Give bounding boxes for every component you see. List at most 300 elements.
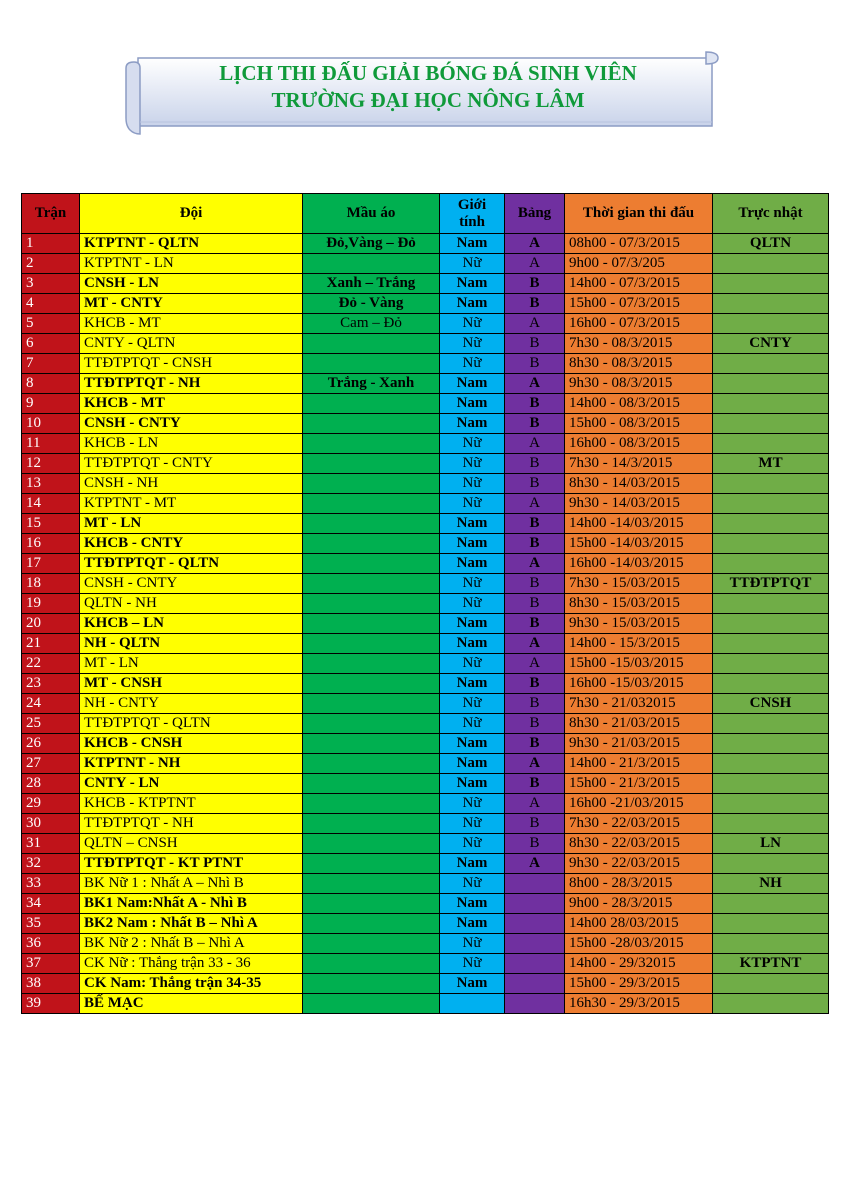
teams-cell: TTĐTPTQT - CNTY (80, 454, 303, 474)
match-time-cell: 9h30 - 15/03/2015 (565, 614, 713, 634)
group-cell: B (505, 694, 565, 714)
match-time-cell: 7h30 - 08/3/2015 (565, 334, 713, 354)
group-cell: B (505, 534, 565, 554)
match-time-cell: 7h30 - 14/3/2015 (565, 454, 713, 474)
match-time-cell: 14h00 28/03/2015 (565, 914, 713, 934)
teams-cell: KTPTNT - MT (80, 494, 303, 514)
shirt-color-cell (303, 514, 440, 534)
duty-team-cell: CNTY (713, 334, 829, 354)
shirt-color-cell (303, 654, 440, 674)
match-time-cell: 16h00 -14/03/2015 (565, 554, 713, 574)
gender-cell: Nữ (440, 494, 505, 514)
table-row (22, 994, 829, 1014)
group-cell: B (505, 394, 565, 414)
teams-cell: KHCB - LN (80, 434, 303, 454)
gender-cell: Nữ (440, 934, 505, 954)
gender-cell: Nam (440, 754, 505, 774)
shirt-color-cell (303, 934, 440, 954)
table-row (22, 454, 829, 474)
match-number-cell: 14 (22, 494, 80, 514)
table-row (22, 354, 829, 374)
match-number-cell: 30 (22, 814, 80, 834)
duty-team-cell (713, 654, 829, 674)
match-number-cell: 27 (22, 754, 80, 774)
table-row (22, 754, 829, 774)
group-cell: B (505, 454, 565, 474)
gender-cell: Nữ (440, 434, 505, 454)
shirt-color-cell (303, 854, 440, 874)
duty-team-cell: NH (713, 874, 829, 894)
match-number-cell: 26 (22, 734, 80, 754)
table-row (22, 254, 829, 274)
teams-cell: CNSH - CNTY (80, 574, 303, 594)
match-number-cell: 18 (22, 574, 80, 594)
teams-cell: TTĐTPTQT - QLTN (80, 714, 303, 734)
group-cell: B (505, 834, 565, 854)
match-time-cell: 14h00 -14/03/2015 (565, 514, 713, 534)
teams-cell: MT - LN (80, 654, 303, 674)
group-cell: A (505, 654, 565, 674)
gender-cell: Nữ (440, 254, 505, 274)
match-number-cell: 5 (22, 314, 80, 334)
gender-cell: Nữ (440, 314, 505, 334)
match-number-cell: 1 (22, 234, 80, 254)
teams-cell: KTPTNT - LN (80, 254, 303, 274)
gender-cell: Nữ (440, 354, 505, 374)
gender-cell: Nam (440, 234, 505, 254)
duty-team-cell: LN (713, 834, 829, 854)
match-time-cell: 9h00 - 28/3/2015 (565, 894, 713, 914)
match-number-cell: 37 (22, 954, 80, 974)
title-line-2: TRƯỜNG ĐẠI HỌC NÔNG LÂM (271, 88, 585, 112)
table-row (22, 954, 829, 974)
table-row (22, 774, 829, 794)
table-row (22, 334, 829, 354)
match-number-cell: 20 (22, 614, 80, 634)
teams-cell: CNSH - LN (80, 274, 303, 294)
table-row (22, 534, 829, 554)
gender-cell: Nam (440, 394, 505, 414)
gender-cell: Nữ (440, 794, 505, 814)
table-row (22, 414, 829, 434)
teams-cell: BK Nữ 1 : Nhất A – Nhì B (80, 874, 303, 894)
match-number-cell: 3 (22, 274, 80, 294)
gender-cell (440, 994, 505, 1014)
duty-team-cell (713, 534, 829, 554)
match-number-cell: 9 (22, 394, 80, 414)
gender-cell: Nữ (440, 954, 505, 974)
gender-cell: Nam (440, 854, 505, 874)
gender-cell: Nam (440, 674, 505, 694)
header-doi: Đội (80, 194, 303, 234)
group-cell: A (505, 554, 565, 574)
duty-team-cell (713, 634, 829, 654)
match-number-cell: 21 (22, 634, 80, 654)
shirt-color-cell (303, 814, 440, 834)
title-banner (124, 48, 722, 138)
gender-cell: Nữ (440, 874, 505, 894)
duty-team-cell: CNSH (713, 694, 829, 714)
gender-cell: Nam (440, 914, 505, 934)
duty-team-cell (713, 514, 829, 534)
group-cell: B (505, 274, 565, 294)
teams-cell: MT - CNTY (80, 294, 303, 314)
match-number-cell: 8 (22, 374, 80, 394)
header-gioi-tinh: Giới tính (440, 194, 505, 234)
gender-cell: Nữ (440, 594, 505, 614)
table-row (22, 274, 829, 294)
gender-cell: Nữ (440, 814, 505, 834)
shirt-color-cell (303, 694, 440, 714)
match-number-cell: 19 (22, 594, 80, 614)
duty-team-cell (713, 674, 829, 694)
gender-cell: Nữ (440, 454, 505, 474)
gender-cell: Nam (440, 554, 505, 574)
duty-team-cell (713, 374, 829, 394)
table-row (22, 374, 829, 394)
teams-cell: BK2 Nam : Nhất B – Nhì A (80, 914, 303, 934)
teams-cell: CK Nữ : Thắng trận 33 - 36 (80, 954, 303, 974)
gender-cell: Nam (440, 974, 505, 994)
group-cell (505, 914, 565, 934)
match-time-cell: 8h30 - 22/03/2015 (565, 834, 713, 854)
duty-team-cell: QLTN (713, 234, 829, 254)
table-row (22, 794, 829, 814)
teams-cell: KHCB - KTPTNT (80, 794, 303, 814)
duty-team-cell (713, 994, 829, 1014)
title-line-1: LỊCH THI ĐẤU GIẢI BÓNG ĐÁ SINH VIÊN (219, 61, 637, 85)
table-row (22, 694, 829, 714)
gender-cell: Nam (440, 514, 505, 534)
gender-cell: Nam (440, 274, 505, 294)
teams-cell: TTĐTPTQT - CNSH (80, 354, 303, 374)
shirt-color-cell (303, 714, 440, 734)
table-row (22, 494, 829, 514)
shirt-color-cell (303, 414, 440, 434)
group-cell: B (505, 774, 565, 794)
gender-cell: Nữ (440, 834, 505, 854)
duty-team-cell (713, 974, 829, 994)
teams-cell: KHCB - MT (80, 394, 303, 414)
table-row (22, 474, 829, 494)
table-row (22, 394, 829, 414)
table-row (22, 854, 829, 874)
match-number-cell: 38 (22, 974, 80, 994)
match-time-cell: 14h00 - 15/3/2015 (565, 634, 713, 654)
duty-team-cell (713, 754, 829, 774)
match-number-cell: 15 (22, 514, 80, 534)
gender-cell: Nữ (440, 574, 505, 594)
duty-team-cell (713, 854, 829, 874)
shirt-color-cell (303, 254, 440, 274)
duty-team-cell (713, 594, 829, 614)
match-number-cell: 36 (22, 934, 80, 954)
table-row (22, 234, 829, 254)
table-row (22, 514, 829, 534)
shirt-color-cell (303, 594, 440, 614)
duty-team-cell (713, 914, 829, 934)
match-time-cell: 7h30 - 15/03/2015 (565, 574, 713, 594)
group-cell: A (505, 234, 565, 254)
shirt-color-cell (303, 574, 440, 594)
duty-team-cell: TTĐTPTQT (713, 574, 829, 594)
gender-cell: Nam (440, 414, 505, 434)
group-cell: A (505, 254, 565, 274)
match-number-cell: 33 (22, 874, 80, 894)
match-number-cell: 31 (22, 834, 80, 854)
duty-team-cell (713, 254, 829, 274)
match-number-cell: 6 (22, 334, 80, 354)
shirt-color-cell (303, 334, 440, 354)
group-cell: A (505, 634, 565, 654)
shirt-color-cell (303, 954, 440, 974)
group-cell: B (505, 714, 565, 734)
match-number-cell: 7 (22, 354, 80, 374)
match-number-cell: 12 (22, 454, 80, 474)
table-row (22, 734, 829, 754)
gender-cell: Nữ (440, 334, 505, 354)
teams-cell: TTĐTPTQT - KT PTNT (80, 854, 303, 874)
teams-cell: KHCB - MT (80, 314, 303, 334)
match-time-cell: 9h30 - 22/03/2015 (565, 854, 713, 874)
duty-team-cell (713, 814, 829, 834)
table-row (22, 674, 829, 694)
duty-team-cell (713, 554, 829, 574)
teams-cell: NH - QLTN (80, 634, 303, 654)
match-number-cell: 39 (22, 994, 80, 1014)
group-cell: A (505, 314, 565, 334)
shirt-color-cell (303, 354, 440, 374)
duty-team-cell (713, 354, 829, 374)
teams-cell: BK1 Nam:Nhất A - Nhì B (80, 894, 303, 914)
duty-team-cell (713, 294, 829, 314)
duty-team-cell (713, 894, 829, 914)
shirt-color-cell: Đỏ,Vàng – Đỏ (303, 234, 440, 254)
shirt-color-cell (303, 914, 440, 934)
gender-cell: Nam (440, 374, 505, 394)
duty-team-cell (713, 414, 829, 434)
group-cell: B (505, 594, 565, 614)
table-row (22, 294, 829, 314)
shirt-color-cell: Trắng - Xanh (303, 374, 440, 394)
duty-team-cell (713, 934, 829, 954)
teams-cell: QLTN - NH (80, 594, 303, 614)
shirt-color-cell (303, 774, 440, 794)
group-cell: B (505, 574, 565, 594)
table-row (22, 714, 829, 734)
teams-cell: KTPTNT - NH (80, 754, 303, 774)
shirt-color-cell (303, 974, 440, 994)
teams-cell: MT - CNSH (80, 674, 303, 694)
gender-cell: Nữ (440, 474, 505, 494)
gender-cell: Nữ (440, 714, 505, 734)
match-time-cell: 15h00 -15/03/2015 (565, 654, 713, 674)
duty-team-cell (713, 434, 829, 454)
match-time-cell: 16h00 - 08/3/2015 (565, 434, 713, 454)
group-cell: A (505, 794, 565, 814)
match-number-cell: 10 (22, 414, 80, 434)
group-cell: B (505, 814, 565, 834)
match-number-cell: 2 (22, 254, 80, 274)
shirt-color-cell (303, 494, 440, 514)
shirt-color-cell (303, 394, 440, 414)
shirt-color-cell (303, 474, 440, 494)
shirt-color-cell (303, 734, 440, 754)
group-cell: A (505, 754, 565, 774)
table-row (22, 314, 829, 334)
teams-cell: QLTN – CNSH (80, 834, 303, 854)
shirt-color-cell: Xanh – Trắng (303, 274, 440, 294)
match-time-cell: 9h00 - 07/3/205 (565, 254, 713, 274)
shirt-color-cell (303, 534, 440, 554)
group-cell (505, 974, 565, 994)
match-number-cell: 35 (22, 914, 80, 934)
table-row (22, 614, 829, 634)
teams-cell: CNSH - NH (80, 474, 303, 494)
match-time-cell: 16h30 - 29/3/2015 (565, 994, 713, 1014)
shirt-color-cell (303, 434, 440, 454)
teams-cell: KTPTNT - QLTN (80, 234, 303, 254)
match-time-cell: 7h30 - 22/03/2015 (565, 814, 713, 834)
group-cell (505, 934, 565, 954)
duty-team-cell (713, 494, 829, 514)
match-time-cell: 8h30 - 15/03/2015 (565, 594, 713, 614)
teams-cell: CNTY - LN (80, 774, 303, 794)
duty-team-cell (713, 314, 829, 334)
match-number-cell: 25 (22, 714, 80, 734)
group-cell: A (505, 434, 565, 454)
match-number-cell: 34 (22, 894, 80, 914)
teams-cell: TTĐTPTQT - NH (80, 814, 303, 834)
gender-cell: Nam (440, 294, 505, 314)
duty-team-cell (713, 774, 829, 794)
gender-cell: Nam (440, 894, 505, 914)
table-row (22, 894, 829, 914)
table-row (22, 634, 829, 654)
schedule-rows (22, 234, 829, 1014)
match-time-cell: 8h30 - 08/3/2015 (565, 354, 713, 374)
teams-cell: BK Nữ 2 : Nhất B – Nhì A (80, 934, 303, 954)
match-time-cell: 15h00 - 21/3/2015 (565, 774, 713, 794)
match-time-cell: 16h00 -15/03/2015 (565, 674, 713, 694)
teams-cell: CNTY - QLTN (80, 334, 303, 354)
match-number-cell: 29 (22, 794, 80, 814)
group-cell: B (505, 354, 565, 374)
gender-cell: Nữ (440, 654, 505, 674)
group-cell: B (505, 614, 565, 634)
match-time-cell: 14h00 - 29/32015 (565, 954, 713, 974)
match-time-cell: 8h30 - 14/03/2015 (565, 474, 713, 494)
table-row (22, 594, 829, 614)
table-row (22, 654, 829, 674)
match-time-cell: 15h00 -14/03/2015 (565, 534, 713, 554)
match-time-cell: 16h00 - 07/3/2015 (565, 314, 713, 334)
shirt-color-cell (303, 894, 440, 914)
match-time-cell: 9h30 - 14/03/2015 (565, 494, 713, 514)
duty-team-cell (713, 274, 829, 294)
match-time-cell: 14h00 - 21/3/2015 (565, 754, 713, 774)
header-mau-ao: Mầu áo (303, 194, 440, 234)
match-time-cell: 15h00 - 29/3/2015 (565, 974, 713, 994)
table-row (22, 914, 829, 934)
teams-cell: KHCB - CNTY (80, 534, 303, 554)
match-time-cell: 15h00 - 07/3/2015 (565, 294, 713, 314)
match-number-cell: 17 (22, 554, 80, 574)
group-cell: B (505, 734, 565, 754)
shirt-color-cell (303, 874, 440, 894)
schedule-table (21, 193, 829, 1014)
table-row (22, 574, 829, 594)
teams-cell: KHCB - CNSH (80, 734, 303, 754)
duty-team-cell (713, 394, 829, 414)
match-time-cell: 08h00 - 07/3/2015 (565, 234, 713, 254)
match-time-cell: 9h30 - 08/3/2015 (565, 374, 713, 394)
group-cell (505, 874, 565, 894)
match-number-cell: 28 (22, 774, 80, 794)
table-row (22, 554, 829, 574)
shirt-color-cell: Đỏ - Vàng (303, 294, 440, 314)
gender-cell: Nam (440, 534, 505, 554)
gender-cell: Nam (440, 774, 505, 794)
duty-team-cell: MT (713, 454, 829, 474)
match-number-cell: 16 (22, 534, 80, 554)
shirt-color-cell (303, 994, 440, 1014)
header-bang: Bảng (505, 194, 565, 234)
header-truc-nhat: Trực nhật (713, 194, 829, 234)
group-cell: B (505, 514, 565, 534)
teams-cell: BẾ MẠC (80, 994, 303, 1014)
match-time-cell: 14h00 - 07/3/2015 (565, 274, 713, 294)
group-cell: B (505, 474, 565, 494)
match-time-cell: 7h30 - 21/032015 (565, 694, 713, 714)
match-number-cell: 23 (22, 674, 80, 694)
table-row (22, 834, 829, 854)
teams-cell: TTĐTPTQT - QLTN (80, 554, 303, 574)
group-cell: B (505, 414, 565, 434)
table-row (22, 814, 829, 834)
match-time-cell: 8h00 - 28/3/2015 (565, 874, 713, 894)
header-tran: Trận (22, 194, 80, 234)
group-cell: A (505, 854, 565, 874)
match-time-cell: 14h00 - 08/3/2015 (565, 394, 713, 414)
table-header-row (22, 194, 829, 234)
group-cell: B (505, 334, 565, 354)
match-number-cell: 22 (22, 654, 80, 674)
duty-team-cell: KTPTNT (713, 954, 829, 974)
group-cell (505, 954, 565, 974)
shirt-color-cell (303, 554, 440, 574)
shirt-color-cell: Cam – Đỏ (303, 314, 440, 334)
teams-cell: KHCB – LN (80, 614, 303, 634)
table-row (22, 874, 829, 894)
duty-team-cell (713, 714, 829, 734)
match-number-cell: 13 (22, 474, 80, 494)
table-row (22, 934, 829, 954)
match-number-cell: 24 (22, 694, 80, 714)
shirt-color-cell (303, 634, 440, 654)
gender-cell: Nam (440, 634, 505, 654)
teams-cell: CK Nam: Thắng trận 34-35 (80, 974, 303, 994)
shirt-color-cell (303, 794, 440, 814)
duty-team-cell (713, 614, 829, 634)
group-cell: B (505, 294, 565, 314)
teams-cell: CNSH - CNTY (80, 414, 303, 434)
shirt-color-cell (303, 754, 440, 774)
teams-cell: TTĐTPTQT - NH (80, 374, 303, 394)
gender-cell: Nam (440, 614, 505, 634)
match-time-cell: 16h00 -21/03/2015 (565, 794, 713, 814)
group-cell: A (505, 374, 565, 394)
